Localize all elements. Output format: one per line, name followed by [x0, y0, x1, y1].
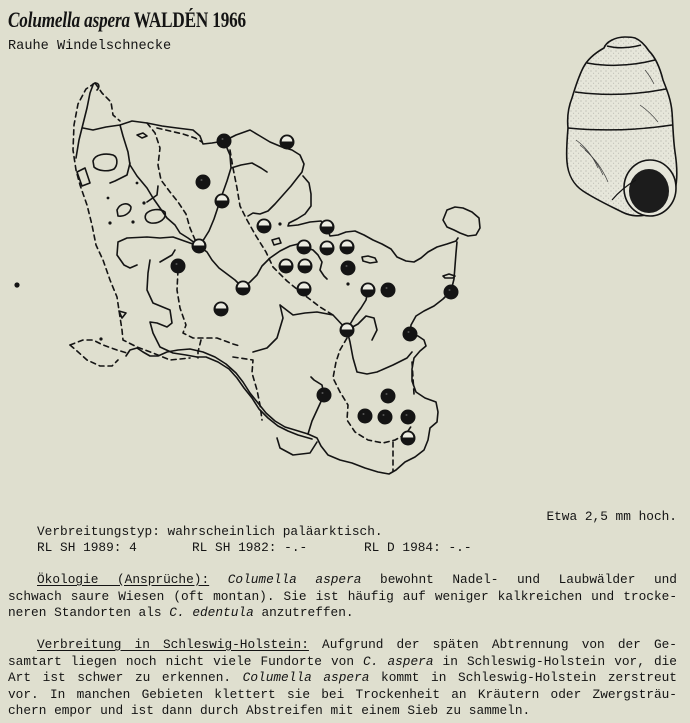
text-segment: Art ist schwer zu erkennen. — [8, 670, 243, 685]
marker-half-filled — [298, 259, 313, 274]
text-segment — [209, 572, 228, 587]
distribution-line — [8, 703, 677, 720]
ecology-heading: Ökologie (Ansprüche): — [37, 572, 210, 587]
shell-size-caption: Etwa 2,5 mm hoch. — [546, 509, 677, 524]
ecology-line — [8, 589, 677, 606]
text-segment: chern empor und ist dann durch Abstreifen mit einem Sieb zu sammeln. — [8, 703, 531, 718]
map-coastlines — [76, 83, 480, 474]
species-mention: Columella aspera — [242, 670, 370, 685]
text-segment: bewohnt Nadel- und Laubwälder und — [361, 572, 677, 587]
species-name: Columella aspera — [8, 7, 130, 32]
marker-filled — [341, 261, 356, 276]
text-segment: vor. In manchen Gebieten klettert sie bei Trockenheit an Kräutern oder Zwergsträu- — [8, 686, 677, 702]
marker-half-filled — [279, 259, 294, 274]
text-segment: samtart liegen noch nicht viele Fundorte von — [8, 653, 364, 669]
distribution-line — [8, 670, 677, 687]
marker-filled — [381, 283, 396, 298]
marker-filled — [378, 410, 393, 425]
distribution-type: Verbreitungstyp: wahrscheinlich paläarktisch. — [37, 524, 383, 539]
red-list-sh-1982: RL SH 1982: -.- — [192, 540, 308, 555]
ecology-line — [8, 605, 677, 622]
marker-filled — [317, 388, 332, 403]
red-list-d-1984: RL D 1984: -.- — [364, 540, 472, 555]
distribution-line — [8, 687, 677, 704]
species-mention: Columella aspera — [227, 572, 362, 587]
marker-half-filled — [215, 194, 230, 209]
distribution-line — [8, 654, 677, 671]
marker-filled — [196, 175, 211, 190]
text-segment: Aufgrund der späten Abtrennung von der Ge- — [308, 637, 677, 652]
text-segment: kommt in Schleswig-Holstein zerstreut — [369, 670, 677, 685]
distribution-heading: Verbreitung in Schleswig-Holstein: — [37, 637, 309, 652]
red-list-sh-1989: RL SH 1989: 4 — [37, 540, 137, 555]
marker-filled — [403, 327, 418, 342]
distribution-line — [8, 637, 677, 654]
marker-half-filled — [257, 219, 272, 234]
ecology-paragraph — [8, 572, 677, 622]
marker-half-filled — [320, 241, 335, 256]
marker-half-filled — [401, 431, 416, 446]
marker-filled — [444, 285, 459, 300]
text-segment: schwach saure Wiesen (oft montan). Sie ist häufig auf weniger kalkreichen und trocke- — [8, 588, 677, 604]
text-segment: in Schleswig-Holstein vor, die — [433, 653, 677, 669]
stray-dot — [14, 282, 19, 287]
marker-filled — [217, 134, 232, 149]
marker-half-filled — [297, 240, 312, 255]
map-markers — [171, 134, 459, 446]
species-mention: C. aspera — [363, 653, 434, 669]
shell-aperture — [629, 169, 669, 213]
marker-half-filled — [280, 135, 295, 150]
marker-half-filled — [236, 281, 251, 296]
marker-half-filled — [192, 239, 207, 254]
marker-filled — [401, 410, 416, 425]
text-segment: neren Standorten als — [8, 605, 170, 620]
common-name: Rauhe Windelschnecke — [8, 39, 172, 54]
distribution-paragraph — [8, 637, 677, 720]
marker-half-filled — [361, 283, 376, 298]
text-segment: anzutreffen. — [253, 605, 354, 620]
marker-half-filled — [340, 323, 355, 338]
marker-filled — [381, 389, 396, 404]
marker-half-filled — [297, 282, 312, 297]
shell-illustration — [567, 37, 677, 216]
species-mention: C. edentula — [169, 605, 254, 620]
marker-half-filled — [340, 240, 355, 255]
marker-filled — [171, 259, 186, 274]
marker-half-filled — [320, 220, 335, 235]
marker-filled — [358, 409, 373, 424]
distribution-map — [70, 83, 480, 474]
species-authority: WALDÉN 1966 — [133, 7, 246, 32]
marker-half-filled — [214, 302, 229, 317]
ecology-line — [8, 572, 677, 589]
